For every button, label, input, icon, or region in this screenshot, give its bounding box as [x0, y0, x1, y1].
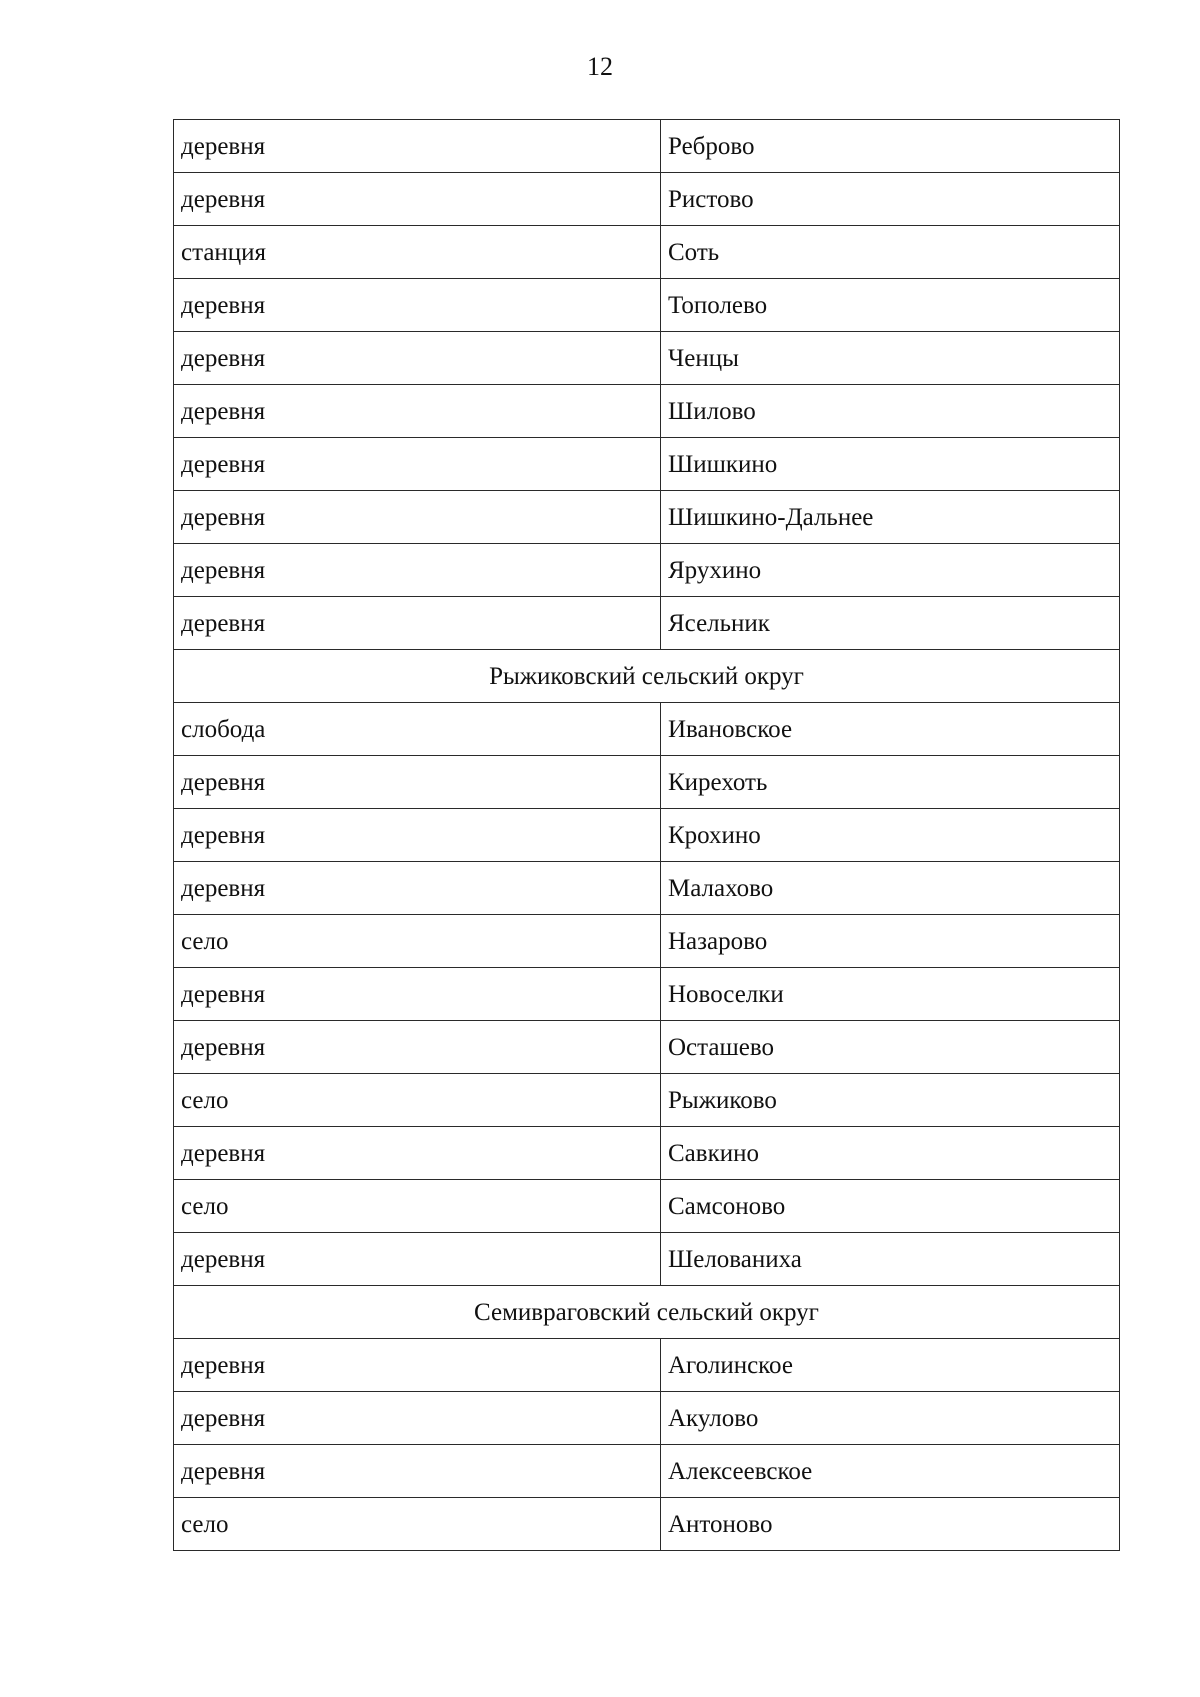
table-row: [174, 915, 1120, 968]
settlement-type-cell: село: [174, 915, 661, 968]
settlement-name-cell: Ярухино: [661, 544, 1120, 597]
table-row: [174, 173, 1120, 226]
table-row: [174, 1498, 1120, 1551]
settlement-name-cell: Реброво: [661, 120, 1120, 173]
settlement-type-cell: деревня: [174, 862, 661, 915]
settlement-type-cell: село: [174, 1180, 661, 1233]
settlement-type-cell: деревня: [174, 1127, 661, 1180]
settlement-name-cell: Ченцы: [661, 332, 1120, 385]
settlement-name-cell: Алексеевское: [661, 1445, 1120, 1498]
settlement-name-cell: Шилово: [661, 385, 1120, 438]
settlement-type-cell: деревня: [174, 1445, 661, 1498]
table-row: [174, 120, 1120, 173]
settlement-name-cell: Ясельник: [661, 597, 1120, 650]
table-row: [174, 1445, 1120, 1498]
table-row: [174, 1339, 1120, 1392]
table-row: [174, 491, 1120, 544]
settlements-table-body: [174, 120, 1120, 1551]
settlement-type-cell: слобода: [174, 703, 661, 756]
settlements-table: [173, 119, 1120, 1551]
settlement-type-cell: деревня: [174, 279, 661, 332]
settlement-type-cell: деревня: [174, 1021, 661, 1074]
table-row: [174, 226, 1120, 279]
settlement-type-cell: деревня: [174, 385, 661, 438]
table-row: [174, 332, 1120, 385]
settlement-type-cell: деревня: [174, 491, 661, 544]
district-header-row: [174, 1286, 1120, 1339]
settlement-type-cell: деревня: [174, 332, 661, 385]
settlement-type-cell: станция: [174, 226, 661, 279]
table-row: [174, 279, 1120, 332]
settlement-name-cell: Рыжиково: [661, 1074, 1120, 1127]
settlement-type-cell: деревня: [174, 968, 661, 1021]
settlement-name-cell: Акулово: [661, 1392, 1120, 1445]
settlement-name-cell: Ивановское: [661, 703, 1120, 756]
settlement-name-cell: Шишкино-Дальнее: [661, 491, 1120, 544]
settlement-name-cell: Самсоново: [661, 1180, 1120, 1233]
settlement-name-cell: Малахово: [661, 862, 1120, 915]
district-title: Семивраговский сельский округ: [174, 1286, 1120, 1339]
settlement-name-cell: Шишкино: [661, 438, 1120, 491]
table-row: [174, 1021, 1120, 1074]
table-row: [174, 544, 1120, 597]
settlement-name-cell: Ристово: [661, 173, 1120, 226]
district-title: Рыжиковский сельский округ: [174, 650, 1120, 703]
settlement-name-cell: Крохино: [661, 809, 1120, 862]
settlement-name-cell: Тополево: [661, 279, 1120, 332]
table-row: [174, 862, 1120, 915]
table-row: [174, 385, 1120, 438]
table-row: [174, 438, 1120, 491]
table-row: [174, 703, 1120, 756]
settlement-name-cell: Осташево: [661, 1021, 1120, 1074]
settlement-name-cell: Аголинское: [661, 1339, 1120, 1392]
table-row: [174, 1074, 1120, 1127]
table-row: [174, 809, 1120, 862]
settlement-type-cell: деревня: [174, 120, 661, 173]
settlement-name-cell: Назарово: [661, 915, 1120, 968]
settlement-type-cell: деревня: [174, 173, 661, 226]
settlement-type-cell: деревня: [174, 809, 661, 862]
settlement-type-cell: деревня: [174, 1233, 661, 1286]
settlement-type-cell: деревня: [174, 438, 661, 491]
settlement-name-cell: Шелованиха: [661, 1233, 1120, 1286]
table-row: [174, 968, 1120, 1021]
table-row: [174, 597, 1120, 650]
settlement-type-cell: село: [174, 1498, 661, 1551]
settlement-type-cell: деревня: [174, 544, 661, 597]
settlement-type-cell: деревня: [174, 756, 661, 809]
district-header-row: [174, 650, 1120, 703]
table-row: [174, 1233, 1120, 1286]
table-row: [174, 1392, 1120, 1445]
settlement-type-cell: деревня: [174, 1339, 661, 1392]
table-row: [174, 1180, 1120, 1233]
settlement-name-cell: Антоново: [661, 1498, 1120, 1551]
settlement-name-cell: Новоселки: [661, 968, 1120, 1021]
settlement-name-cell: Соть: [661, 226, 1120, 279]
table-row: [174, 756, 1120, 809]
table-row: [174, 1127, 1120, 1180]
settlement-name-cell: Савкино: [661, 1127, 1120, 1180]
settlement-type-cell: деревня: [174, 597, 661, 650]
settlement-name-cell: Кирехоть: [661, 756, 1120, 809]
page-number: 12: [587, 52, 613, 81]
settlement-type-cell: село: [174, 1074, 661, 1127]
settlement-type-cell: деревня: [174, 1392, 661, 1445]
